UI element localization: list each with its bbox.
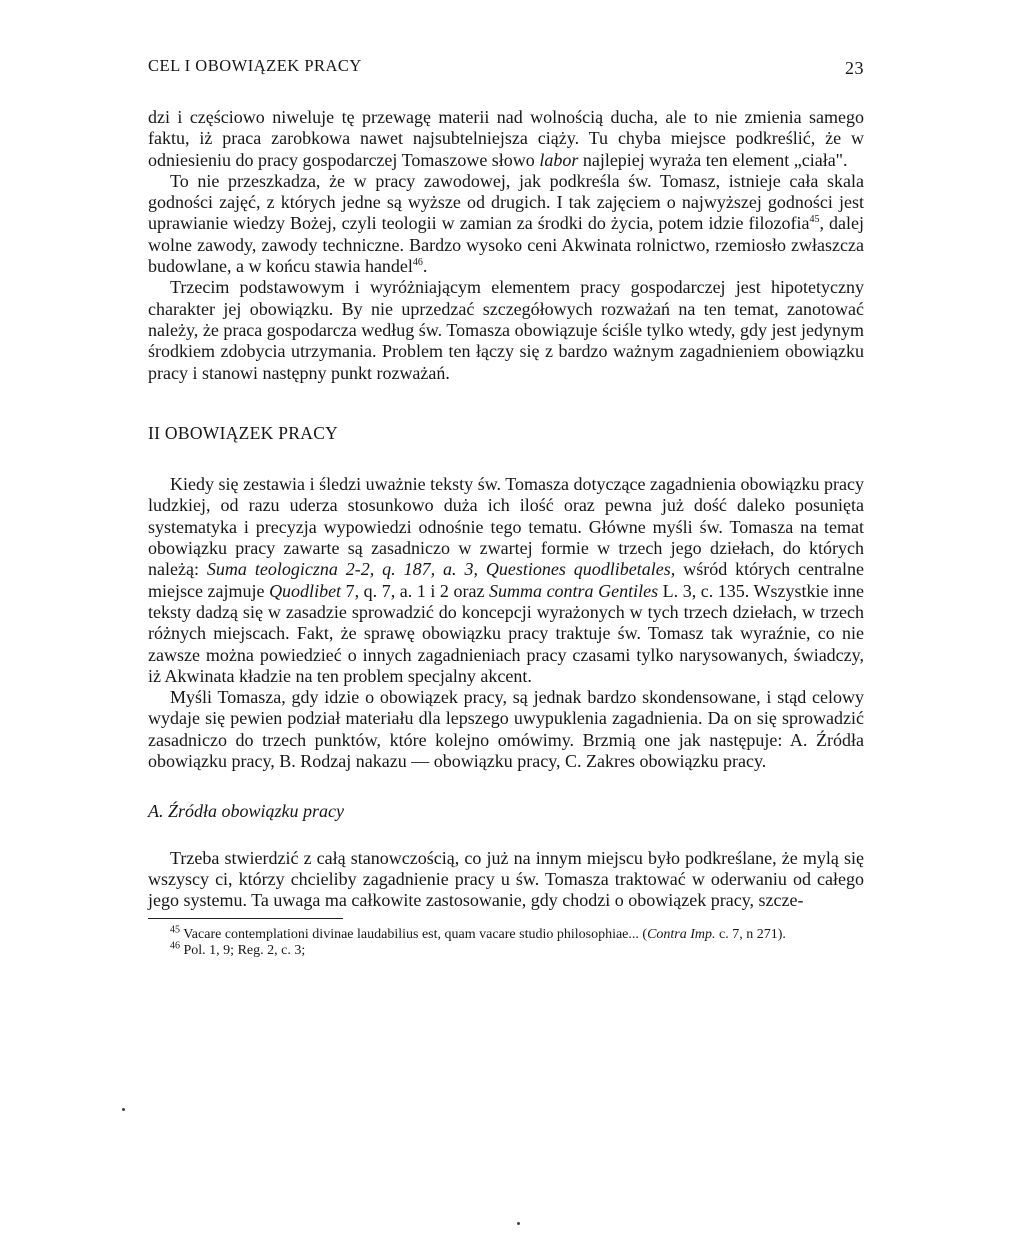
- footnote-ref[interactable]: 46: [412, 257, 423, 269]
- footnotes: [148, 923, 864, 960]
- section-heading: II OBOWIĄZEK PRACY: [148, 422, 339, 443]
- subsection-heading: A. Źródła obowiązku pracy: [148, 801, 344, 822]
- body-text: [148, 107, 864, 912]
- paragraph: Trzeba stwierdzić z całą stanowczością, co już na innym miejscu było podkreślane, że mylą się wszyscy ci, którzy chcieliby zagadnienie pracy u św. Tomasza traktować w oderwaniu od całego jego systemu. Ta uwaga ma całkowite zastosowanie, gdy chodzi o obowiązek pracy, szcze-: [148, 847, 864, 911]
- paragraph: To nie przeszkadza, że w pracy zawodowej, jak podkreśla św. Tomasz, istnieje cała skala godności zajęć, z których jedne są wyższe od drugich. I tak zajęciem o najwyższej godności jest uprawianie wiedzy Bożej, czyli teologii w zamian za środki do życia, potem idzie filozofia$^{45}$, dalej wolne zawody, zawody techniczne. Bardzo wysoko ceni Akwinata rolnictwo, rzemiosło zwłaszcza budowlane, a w końcu stawia handel$^{46}$.: [148, 170, 865, 277]
- footnote-ref[interactable]: 45: [809, 214, 820, 226]
- footnote: $^{46}$ Pol. 1, 9; Reg. 2, c. 3;: [170, 940, 306, 958]
- footnote: $^{45}$ Vacare contemplationi divinae laudabilius est, quam vacare studio philosophiae... (Contra Imp. c. 7, n 271).: [170, 923, 786, 942]
- paragraph: dzi i częściowo niweluje tę przewagę materii nad wolnością ducha, ale to nie zmienia samego faktu, iż praca zarobkowa nawet najsubtelniejsza ciąży. Tu chyba miejsce podkreślić, że w odniesieniu do pracy gospodarczej Tomaszowe słowo labor najlepiej wyraża ten element „ciała".: [148, 107, 864, 170]
- page: [148, 54, 864, 960]
- paragraph: Kiedy się zestawia i śledzi uważnie teksty św. Tomasza dotyczące zagadnienia obowiązku pracy ludzkiej, od razu uderza stosunkowo duża ich ilość oraz pewna już dość daleko posunięta systematyka i precyzja wypowiedzi odnośnie tego tematu. Główne myśli św. Tomasza na temat obowiązku pracy zawarte są zasadniczo w zwartej formie w trzech jego dziełach, do których należą: Suma teologiczna 2-2, q. 187, a. 3, Questiones quodlibetales, wśród których centralne miejsce zajmuje Quodlibet 7, q. 7, a. 1 i 2 oraz Summa contra Gentiles L. 3, c. 135. Wszystkie inne teksty dadzą się w zasadzie sprowadzić do koncepcji wyrażonych w tych trzech dziełach, w trzech różnych miejscach. Fakt, że sprawę obowiązku pracy traktuje św. Tomasz tak wyraźnie, co nie zawsze można powiedzieć o innych zagadnieniach pracy czasami tylko narysowanych, świadczy, iż Akwinata kładzie na ten problem specjalny akcent.: [148, 474, 865, 686]
- page-mark: [517, 1222, 520, 1225]
- margin-mark: [122, 1108, 125, 1111]
- footnote-rule: [148, 918, 343, 919]
- running-head: [148, 54, 864, 84]
- paragraph: Myśli Tomasza, gdy idzie o obowiązek pracy, są jednak bardzo skondensowane, i stąd celowy wydaje się pewien podział materiału dla lepszego uwypuklenia zagadnienia. Da on się sprowadzić zasadniczo do trzech punktów, które kolejno omówimy. Brzmią one jak następuje: A. Źródła obowiązku pracy, B. Rodzaj nakazu — obowiązku pracy, C. Zakres obowiązku pracy.: [148, 687, 864, 772]
- running-head-title: CEL I OBOWIĄZEK PRACY: [148, 56, 362, 75]
- italic-term: labor: [539, 149, 579, 170]
- page-number: 23: [845, 58, 864, 78]
- paragraph: Trzecim podstawowym i wyróżniającym elementem pracy gospodarczej jest hipotetyczny charakter jej obowiązku. By nie uprzedzać szczegółowych rozważań na ten temat, zanotować należy, że praca gospodarcza według św. Tomasza obowiązuje ściśle tylko wtedy, gdy jest jedynym środkiem zdobycia utrzymania. Problem ten łączy się z bardzo ważnym zagadnieniem obowiązku pracy i stanowi następny punkt rozważań.: [148, 277, 864, 383]
